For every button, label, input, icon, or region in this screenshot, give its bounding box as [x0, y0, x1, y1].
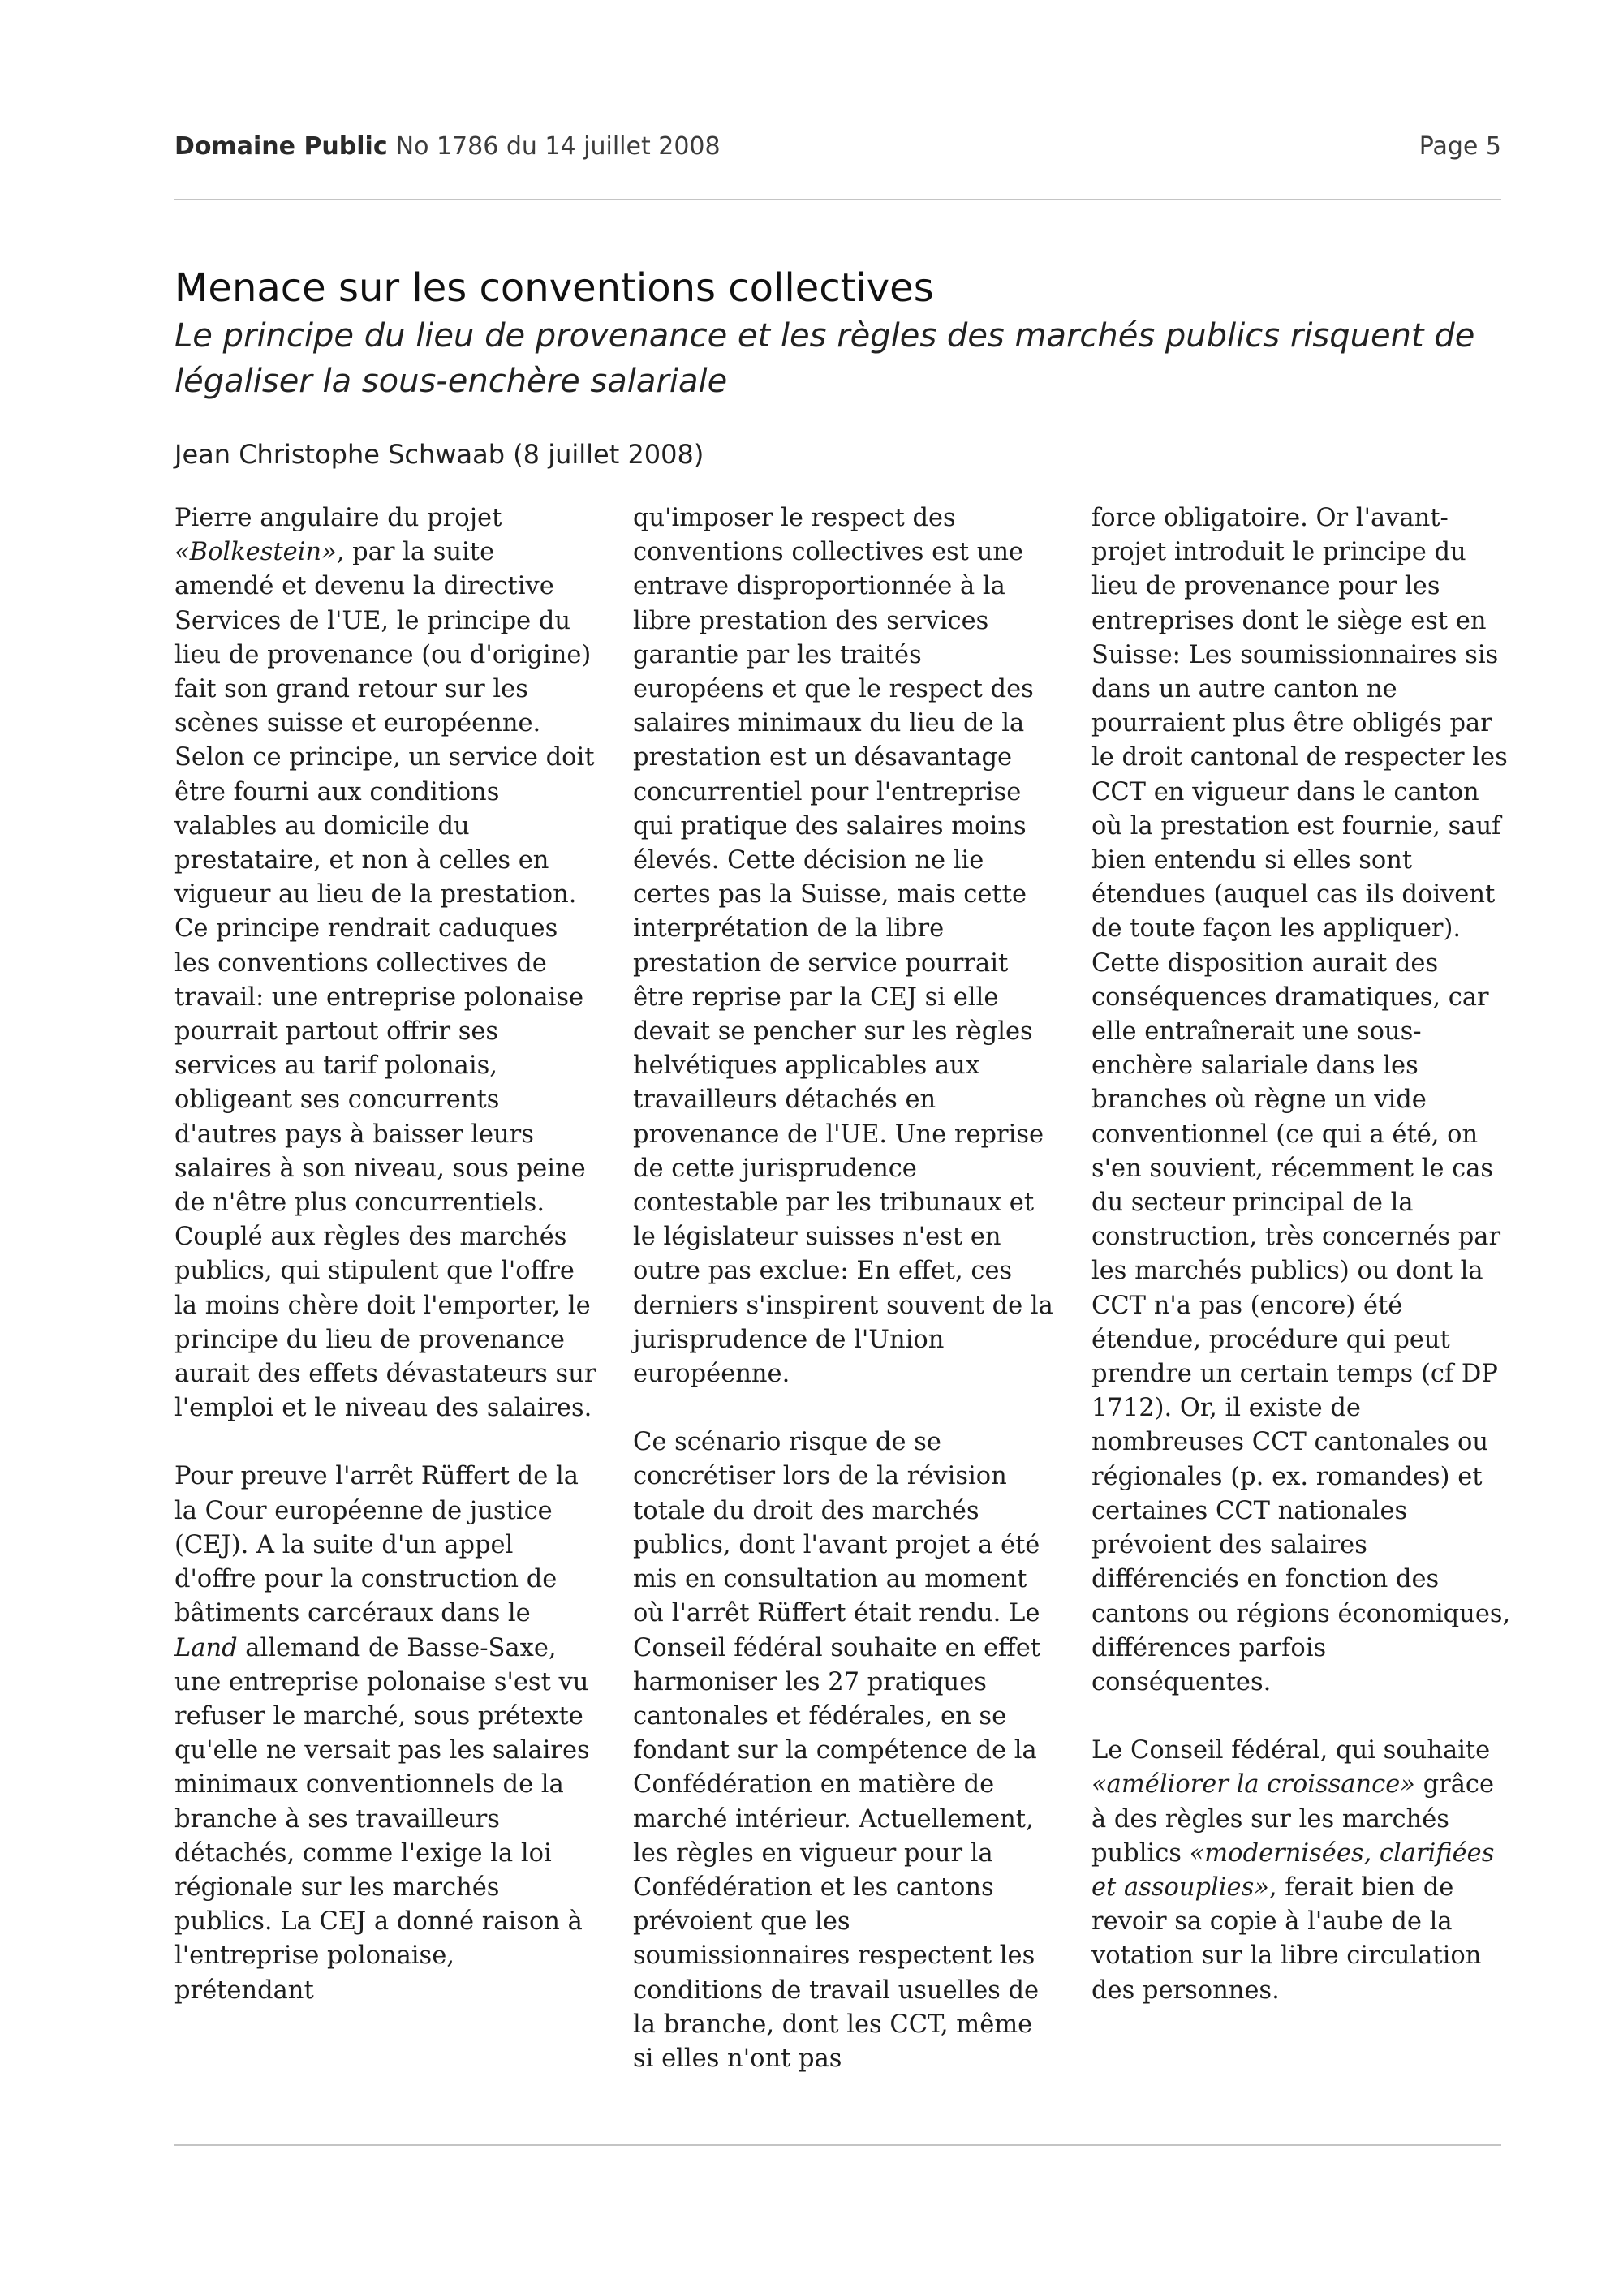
- paragraph-2: [174, 1460, 596, 2007]
- paragraph-2-text-b: allemand de Basse-Saxe, une entreprise polonaise s'est vu refuser le marché, sous prétexte qu'elle ne versait pas les salaires minimaux conventionnels de la branche à ses travailleurs détachés, comme l'exige la loi régionale sur les marchés publics. La CEJ a donné raison à l'entreprise polonaise, prétendant: [174, 1633, 590, 2005]
- footer-rule: [174, 2144, 1501, 2146]
- paragraph-2-emphasis: Land: [174, 1633, 238, 1662]
- article-subtitle: Le principe du lieu de provenance et les règles des marchés publics risquent de légaliser la sous-enchère salariale: [174, 317, 1475, 400]
- header-rule: [174, 199, 1501, 200]
- paragraph-1: [174, 501, 596, 1425]
- text-column-1: [174, 501, 596, 2042]
- paragraph-1-text-a: Pierre angulaire du projet: [174, 504, 502, 532]
- article-byline: Jean Christophe Schwaab (8 juillet 2008): [174, 439, 704, 470]
- paragraph-3-continued: force obligatoire. Or l'avant-projet introduit le principe du lieu de provenance pour les entreprises dont le siège est en Suisse: Les soumissionnaires sis dans un autre canton ne pourraient plus être obligés par le droit cantonal de respecter les CCT en vigueur dans le canton où la prestation est fournie, sauf bien entendu si elles sont étendues (auquel cas ils doivent de toute façon les appliquer). Cette disposition aurait des conséquences dramatiques, car elle entraînerait une sous-enchère salariale dans les branches où règne un vide conventionnel (ce qui a été, on s'en souvient, récemment le cas du secteur principal de la construction, très concernés par les marchés publics) ou dont la CCT n'a pas (encore) été étendue, procédure qui peut prendre un certain temps (cf DP 1712). Or, il existe de nombreuses CCT cantonales ou régionales (p. ex. romandes) et certaines CCT nationales prévoient des salaires différenciés en fonction des cantons ou régions économiques, différences parfois conséquentes.: [1091, 504, 1511, 1696]
- publication-name: Domaine Public: [174, 132, 388, 161]
- paragraph-4-text-b: grâce à des règles sur les marchés publics: [1091, 1770, 1495, 1868]
- text-column-3: [1091, 501, 1513, 2042]
- paragraph-4-text-a: Le Conseil fédéral, qui souhaite: [1091, 1736, 1491, 1765]
- issue-info: No 1786 du 14 juillet 2008: [395, 132, 721, 161]
- paragraph-2-text-a: Pour preuve l'arrêt Rüffert de la la Cour européenne de justice (CEJ). A la suite d'un appel d'offre pour la construction de bâtiments carcéraux dans le: [174, 1462, 579, 1628]
- paragraph-3: Ce scénario risque de se concrétiser lors de la révision totale du droit des marchés publics, dont l'avant projet a été mis en consultation au moment où l'arrêt Rüffert était rendu. Le Conseil fédéral souhaite en effet harmoniser les 27 pratiques cantonales et fédérales, en se fondant sur la compétence de la Confédération en matière de marché intérieur. Actuellement, les règles en vigueur pour la Confédération et les cantons prévoient que les soumissionnaires respectent les conditions de travail usuelles de la branche, dont les CCT, même si elles n'ont pas: [633, 1428, 1041, 2073]
- paragraph-2-continued: qu'imposer le respect des conventions collectives est une entrave disproportionnée à la libre prestation des services garantie par les traités européens et que le respect des salaires minimaux du lieu de la prestation est un désavantage concurrentiel pour l'entreprise qui pratique des salaires moins élevés. Cette décision ne lie certes pas la Suisse, mais cette interprétation de la libre prestation de service pourrait être reprise par la CEJ si elle devait se pencher sur les règles helvétiques applicables aux travailleurs détachés en provenance de l'UE. Une reprise de cette jurisprudence contestable par les tribunaux et le législateur suisses n'est en outre pas exclue: En effet, ces derniers s'inspirent souvent de la jurisprudence de l'Union européenne.: [633, 504, 1053, 1389]
- running-header: [174, 132, 1501, 169]
- text-column-2: [633, 501, 1055, 2110]
- paragraph-1-text-b: , par la suite amendé et devenu la directive Services de l'UE, le principe du lieu de provenance (ou d'origine) fait son grand retour sur les scènes suisse et européenne. Selon ce principe, un service doit être fourni aux conditions valables au domicile du prestataire, et non à celles en vigueur au lieu de la prestation. Ce principe rendrait caduques les conventions collectives de travail: une entreprise polonaise pourrait partout offrir ses services au tarif polonais, obligeant ses concurrents d'autres pays à baisser leurs salaires à son niveau, sous peine de n'être plus concurrentiels. Couplé aux règles des marchés publics, qui stipulent que l'offre la moins chère doit l'emporter, le principe du lieu de provenance aurait des effets dévastateurs sur l'emploi et le niveau des salaires.: [174, 538, 596, 1423]
- paragraph-1-emphasis: «Bolkestein»: [174, 538, 337, 567]
- article-body: [0, 501, 1623, 2124]
- paragraph-4: [1091, 1734, 1513, 2008]
- paragraph-4-text-c: , ferait bien de revoir sa copie à l'aube de la votation sur la libre circulation des personnes.: [1091, 1872, 1482, 2005]
- paragraph-4-emphasis-2: «modernisées, clarifiées et assouplies»: [1091, 1838, 1495, 1902]
- paragraph-4-emphasis-1: «améliorer la croissance»: [1091, 1770, 1415, 1799]
- page-number: Page 5: [1419, 132, 1501, 161]
- article-title: Menace sur les conventions collectives: [174, 265, 934, 311]
